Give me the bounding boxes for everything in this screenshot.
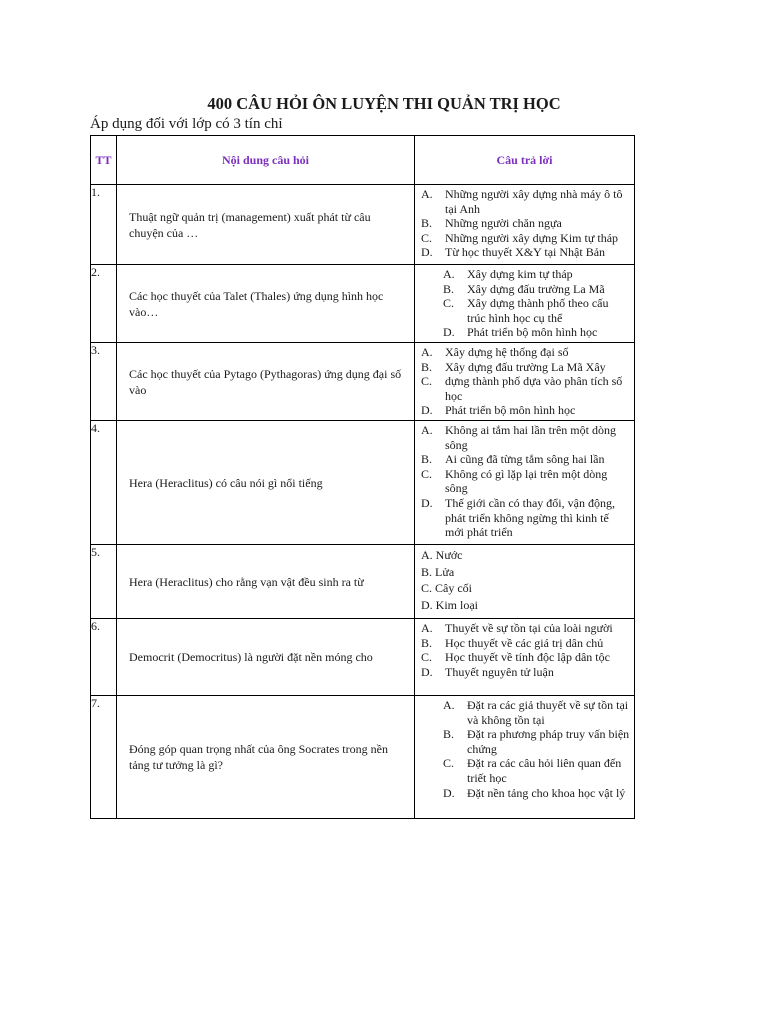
answer-text: Xây dựng thành phố theo cấu trúc hình học cụ thể [467,296,609,325]
answer-letter: A. [443,267,455,281]
table-row [91,343,635,421]
answer-letter: C. [443,756,455,771]
answer-cell [415,185,635,265]
answer-text: Xây dựng hệ thống đại số [445,345,569,359]
answer-letter: D. [421,403,433,418]
answer-option [443,786,630,801]
question-text: Hera (Heraclitus) có câu nói gì nổi tiếng [117,421,415,545]
answer-option [421,231,630,246]
answer-text: Từ học thuyết X&Y tại Nhật Bản [445,245,606,260]
answer-option: D. Kim loại [421,597,478,612]
answer-option [421,423,630,452]
question-text: Thuật ngữ quản trị (management) xuất phát từ câu chuyện của … [117,185,415,265]
answer-option [421,245,630,260]
answer-text: Học thuyết về tính độc lập dân tộc [445,650,610,665]
answer-letter: A. [421,187,433,201]
row-number: 6. [91,619,117,696]
answer-option [421,665,630,680]
answer-text: Những người xây dựng Kim tự tháp [445,230,619,245]
answer-letter: A. [421,621,433,635]
row-number: 2. [91,265,117,343]
row-number: 1. [91,185,117,265]
question-table [90,135,635,819]
answer-option [421,187,630,216]
answer-text: Không có gì lặp lại trên một dòng sông [445,466,608,496]
answer-text: Thuyết về sự tồn tại của loài người [445,621,613,635]
page-subtitle: Áp dụng đối với lớp có 3 tín chỉ [90,116,283,132]
question-text: Hera (Heraclitus) cho rằng vạn vật đều sinh ra từ [117,545,415,619]
answer-option [421,216,630,231]
answer-option [421,496,630,540]
answer-option [421,467,630,496]
answer-option: C. Cây cối [421,581,472,595]
question-text: Các học thuyết của Pytago (Pythagoras) ứng dụng đại số vào [117,343,415,421]
answer-option [443,698,630,727]
answer-option [421,621,630,636]
table-row [91,185,635,265]
table-header-row [91,136,635,185]
answer-letter: D. [421,664,433,679]
answer-letter: C. [421,230,433,245]
table-row [91,696,635,819]
row-number: 7. [91,696,117,819]
answer-letter: A. [443,698,455,712]
answer-letter: B. [443,281,455,296]
answer-cell [415,545,635,619]
answer-option [443,727,630,756]
answer-cell [415,696,635,819]
answer-text: dựng thành phố dựa vào phân tích số học [445,374,623,403]
answer-cell [415,619,635,696]
answer-letter: C. [421,466,433,481]
answer-letter: C. [421,374,433,389]
answer-letter: B. [443,727,455,742]
answer-text: Những người xây dựng nhà máy ô tô tại Anh [445,187,623,216]
answer-cell [415,421,635,545]
answer-option [421,636,630,651]
table-row [91,265,635,343]
answer-text: Đặt ra phương pháp truy vấn biện chứng [467,727,630,756]
answer-text: Thế giới cần có thay đổi, vận động, phát triển không ngừng thì kinh tế mới phát triển [445,495,615,540]
question-text: Các học thuyết của Talet (Thales) ứng dụng hình học vào… [117,265,415,343]
answer-text: Thuyết nguyên tử luận [445,664,554,679]
answer-letter: A. [421,345,433,359]
answer-option [421,374,630,403]
answer-option [421,452,630,467]
answer-option: A. Nước [421,548,463,562]
table-row [91,545,635,619]
answer-text: Phát triển bộ môn hình học [445,403,576,418]
answer-text: Đặt ra các giả thuyết về sự tồn tại và không tồn tại [467,698,629,727]
answer-text: Ai cũng đã từng tắm sông hai lần [445,452,605,467]
answer-letter: B. [421,452,433,467]
answer-letter: D. [421,495,433,510]
answer-text: Xây dựng đấu trường La Mã Xây [445,359,606,374]
answer-text: Không ai tắm hai lần trên một dòng sông [445,423,616,452]
answer-option [443,267,630,282]
answer-text: Đặt ra các câu hỏi liên quan đến triết học [467,756,622,785]
header-answer: Câu trả lời [415,136,635,185]
row-number: 3. [91,343,117,421]
answer-option [421,345,630,360]
page-title: 400 CÂU HỎI ÔN LUYỆN THI QUẢN TRỊ HỌC [207,94,561,113]
answer-option [421,403,630,418]
answer-text: Đặt nền tảng cho khoa học vật lý [467,785,626,800]
header-question: Nội dung câu hỏi [117,136,415,185]
answer-text: Phát triển bộ môn hình học [467,325,598,340]
header-tt: TT [91,136,117,185]
table-row [91,619,635,696]
answer-letter: D. [443,785,455,800]
answer-text: Xây dựng kim tự tháp [467,267,573,281]
answer-option [443,282,630,297]
answer-option [421,360,630,375]
answer-letter: D. [421,245,433,260]
answer-option [421,650,630,665]
answer-letter: A. [421,423,433,437]
answer-option [443,296,630,325]
answer-text: Những người chăn ngựa [445,216,562,231]
table-row [91,421,635,545]
answer-letter: B. [421,635,433,650]
answer-text: Học thuyết về các giá trị dân chủ [445,635,604,650]
question-text: Democrit (Democritus) là người đặt nền móng cho [117,619,415,696]
row-number: 5. [91,545,117,619]
answer-cell [415,265,635,343]
answer-letter: B. [421,216,433,231]
answer-text: Xây dựng đấu trường La Mã [467,281,605,296]
answer-letter: C. [421,650,433,665]
answer-option: B. Lửa [421,564,455,579]
answer-letter: B. [421,359,433,374]
answer-option [443,756,630,785]
answer-letter: C. [443,296,455,311]
answer-cell [415,343,635,421]
row-number: 4. [91,421,117,545]
question-text: Đóng góp quan trọng nhất của ông Socrates trong nền tảng tư tưởng là gì? [117,696,415,819]
answer-option [443,325,630,340]
answer-letter: D. [443,325,455,340]
